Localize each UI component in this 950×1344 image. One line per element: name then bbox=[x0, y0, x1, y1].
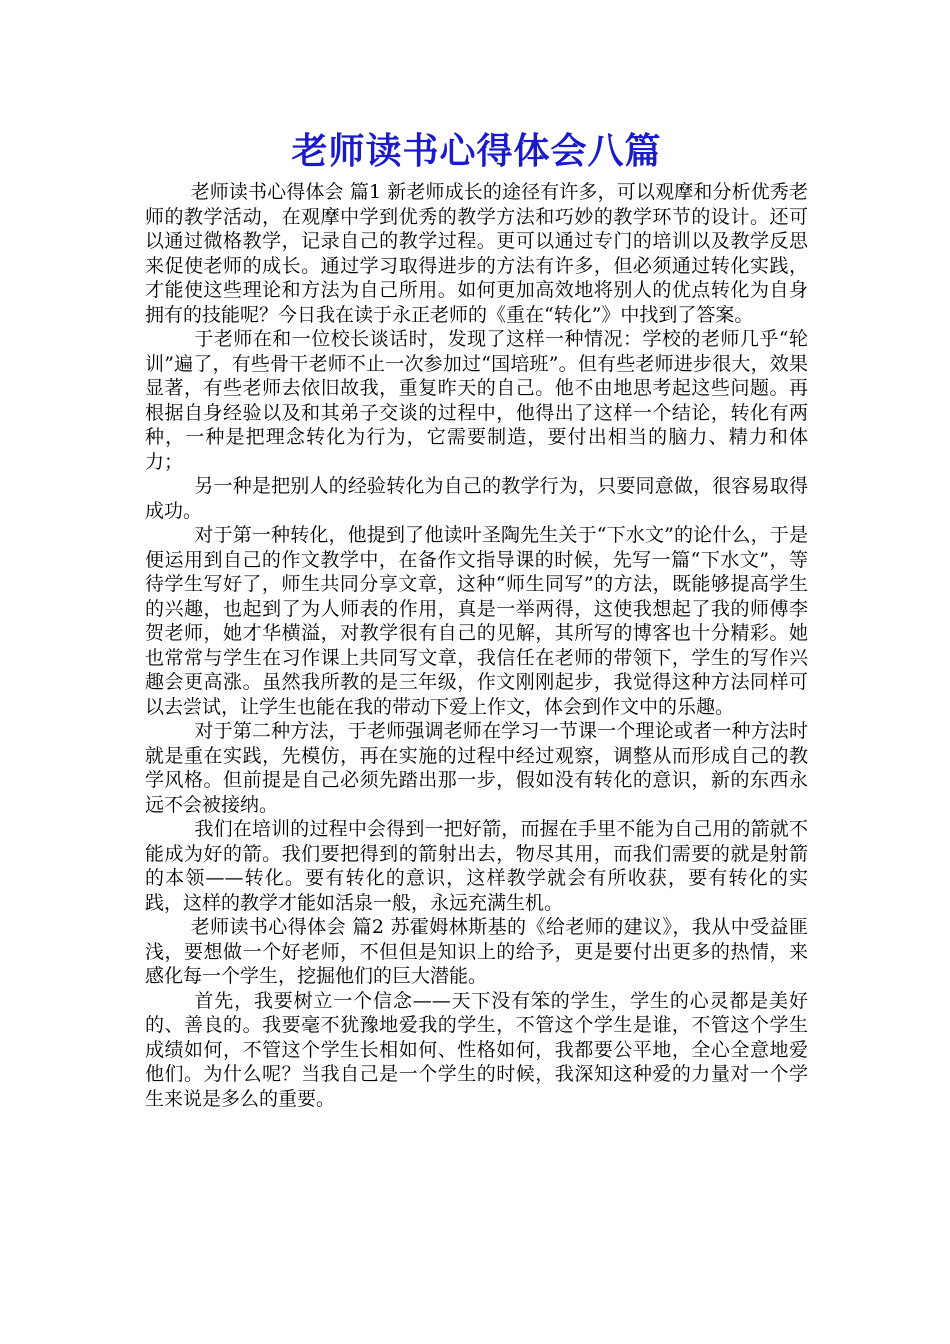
document-body bbox=[145, 180, 808, 1111]
paragraph-4: 对于第一种转化，他提到了他读叶圣陶先生关于“下水文”的论什么，于是便运用到自己的作文教学中，在备作文指导课的时候，先写一篇“下水文”，等待学生写好了，师生共同分享文章，这种“师生同写”的方法，既能够提高学生的兴趣，也起到了为人师表的作用，真是一举两得，这使我想起了我的师傅李贺老师，她才华横溢，对教学很有自己的见解，其所写的博客也十分精彩。她也常常与学生在习作课上共同写文章，我信任在老师的带领下，学生的写作兴趣会更高涨。虽然我所教的是三年级，作文刚刚起步，我觉得这种方法同样可以去尝试，让学生也能在我的带动下爱上作文，体会到作文中的乐趣。 bbox=[145, 524, 808, 718]
document-page bbox=[145, 122, 808, 1111]
paragraph-3: 另一种是把别人的经验转化为自己的教学行为，只要同意做，很容易取得成功。 bbox=[145, 475, 808, 522]
paragraph-5: 对于第二种方法，于老师强调老师在学习一节课一个理论或者一种方法时就是重在实践，先模仿，再在实施的过程中经过观察，调整从而形成自己的教学风格。但前提是自己必须先踏出那一步，假如没有转化的意识，新的东西永远不会被接纳。 bbox=[145, 720, 808, 816]
document-title: 老师读书心得体会八篇 bbox=[291, 130, 662, 172]
paragraph-2: 于老师在和一位校长谈话时，发现了这样一种情况：学校的老师几乎“轮训”遍了，有些骨干老师不止一次参加过“国培班”。但有些老师进步很大，效果显著，有些老师去依旧故我，重复昨天的自己。他不由地思考起这些问题。再根据自身经验以及和其弟子交谈的过程中，他得出了这样一个结论，转化有两种，一种是把理念转化为行为，它需要制造，要付出相当的脑力、精力和体力； bbox=[145, 328, 808, 473]
paragraph-1: 老师读书心得体会 篇1 新老师成长的途径有许多，可以观摩和分析优秀老师的教学活动，在观摩中学到优秀的教学方法和巧妙的教学环节的设计。还可以通过微格教学，记录自己的教学过程。更可以通过专门的培训以及教学反思来促使老师的成长。通过学习取得进步的方法有许多，但必须通过转化实践，才能使这些理论和方法为自己所用。如何更加高效地将别人的优点转化为自身拥有的技能呢？今日我在读于永正老师的《重在“转化”》中找到了答案。 bbox=[145, 181, 808, 326]
paragraph-8: 首先，我要树立一个信念——天下没有笨的学生，学生的心灵都是美好的、善良的。我要毫不犹豫地爱我的学生，不管这个学生是谁，不管这个学生成绩如何，不管这个学生长相如何、性格如何，我都要公平地，全心全意地爱他们。为什么呢？当我自己是一个学生的时候，我深知这种爱的力量对一个学生来说是多么的重要。 bbox=[145, 989, 808, 1110]
paragraph-6: 我们在培训的过程中会得到一把好箭，而握在手里不能为自己用的箭就不能成为好的箭。我们要把得到的箭射出去，物尽其用，而我们需要的就是射箭的本领——转化。要有转化的意识，这样教学就会有所收获，要有转化的实践，这样的教学才能如活泉一般，永远充满生机。 bbox=[145, 818, 808, 914]
paragraph-7: 老师读书心得体会 篇2 苏霍姆林斯基的《给老师的建议》，我从中受益匪浅，要想做一个好老师，不但但是知识上的给予，更是要付出更多的热情，来感化每一个学生，挖掘他们的巨大潜能。 bbox=[145, 916, 808, 987]
